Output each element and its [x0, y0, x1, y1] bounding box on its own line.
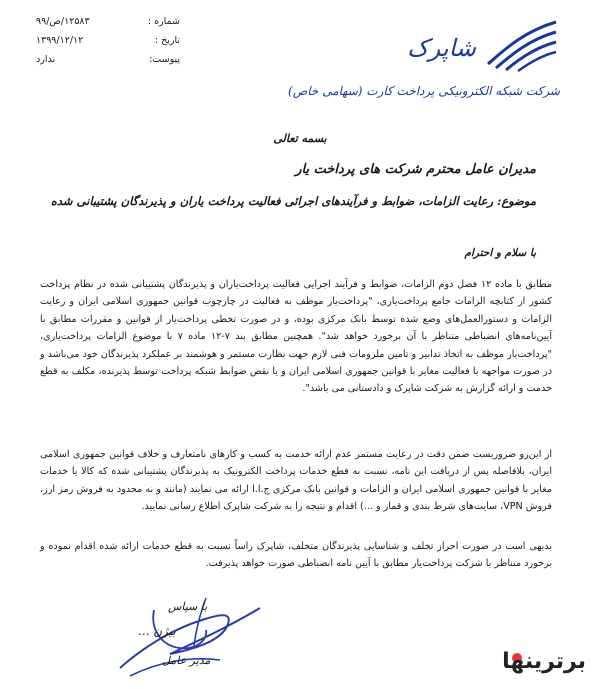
- signature-block: [110, 590, 270, 682]
- basmala-heading: بسمه تعالی: [273, 132, 327, 145]
- letter-addressee: مدیران عامل محترم شرکت های پرداخت یار: [295, 162, 536, 177]
- shaparak-bird-icon: [482, 18, 560, 72]
- company-logo: [270, 18, 560, 108]
- body-paragraph-2: [40, 446, 552, 516]
- signature-regards: با سپاس: [168, 600, 208, 613]
- letter-date-label: تاریخ :: [154, 35, 180, 46]
- letter-greeting: با سلام و احترام: [464, 247, 536, 259]
- letter-number-row: [30, 12, 180, 31]
- watermark-text: برترینها: [502, 649, 586, 674]
- logo-brand-name: شاپرک: [407, 34, 476, 62]
- site-watermark: [502, 649, 586, 683]
- letter-number-label: شماره :: [147, 16, 180, 27]
- body-paragraph-1: [40, 276, 552, 398]
- paragraph-text: مطابق با ماده ۱۲ فصل دوم الزامات، ضوابط و فرآیند اجرایی فعالیت پرداخت‌یاران و پذیرندگان پشتیبانی شده در نظام پرداخت کشور از کتابچه الزامات جامع پرداخت‌یاری، "پرداخت‌یار موظف به فعالیت در چارچوب قوانین جمهوری اسلامی ایران و رعایت الزامات و دستورالعمل‌های وضع شده توسط بانک مرکزی بوده، و در صورت تخطی پرداخت‌یار از قوانین و مقررات مطابق با آیین‌نامه‌های انضباطی متناظر با آن برخورد خواهد شد". همچنین مطابق بند ۷-۱۲ ماده ۷ با موضوع الزامات پرداخت‌یاری، "پرداخت‌یار موظف به اتخاذ تدابیر و تامین ملزومات فنی لازم جهت نظارت مستمر و هوشمند بر عملکرد پذیرندگان خود می‌باشد و در صورت مواجهه با فعالیت مغایر با قوانین جمهوری اسلامی ایران و یا نقض ضوابط شبکه پرداخت توسط پذیرنده، مکلف به قطع خدمت و ارائه گزارش به شرکت شاپرک و دادستانی می باشد".: [40, 279, 552, 395]
- letter-meta: [30, 12, 180, 69]
- letter-date-value: ۱۳۹۹/۱۲/۱۲: [36, 35, 84, 46]
- letter-subject: موضوع: رعایت الزامات، ضوابط و فرآیندهای اجرائی فعالیت پرداخت یاران و پذیرندگان پشتیبانی شده: [50, 194, 536, 208]
- letter-attachment-value: ندارد: [36, 54, 56, 65]
- letter-number-value: ۱۲۵۸۳/ص/۹۹: [36, 16, 90, 27]
- body-paragraph-3: [40, 538, 552, 573]
- letter-attachment-label: پیوست:: [149, 54, 180, 65]
- paragraph-text: از این‌رو ضروریست ضمن دقت در رعایت مستمر عدم ارائه خدمت به کسب و کارهای نامتعارف و خلاف قوانین جمهوری اسلامی ایران، بلافاصله پس از دریافت این نامه، نسبت به قطع خدمات پرداخت الکترونیک به پذیرندگان پشتیبانی شده که کالا یا خدمات مغایر با قوانین جمهوری اسلامی ایران و الزامات و قوانین بانک مرکزی ج.ا.ا ارائه می نمایند (مانند و نه محدود به فروش رمز ارز، فروش VPN، سایت‌های شرط بندی و قمار و ...) اقدام و نتیجه را به شرکت شاپرک اطلاع رسانی نمایید.: [40, 449, 552, 513]
- paragraph-text: بدیهی است در صورت احراز تخلف و شناسایی پذیرندگان متخلف، شاپرک راساً نسبت به قطع خدمات ارائه شده اقدام نموده و برخورد متناظر با شرکت پرداخت‌یار مطابق با آیین نامه انضباطی صورت خواهد پذیرفت.: [40, 541, 552, 570]
- signature-name: بیژن ...: [138, 624, 176, 638]
- logo-company-name: شرکت شبکه الکترونیکی پرداخت کارت (سهامی خاص): [288, 84, 560, 98]
- signature-title: مدیر عامل: [162, 654, 211, 667]
- letter-attachment-row: [30, 50, 180, 69]
- letter-date-row: [30, 31, 180, 50]
